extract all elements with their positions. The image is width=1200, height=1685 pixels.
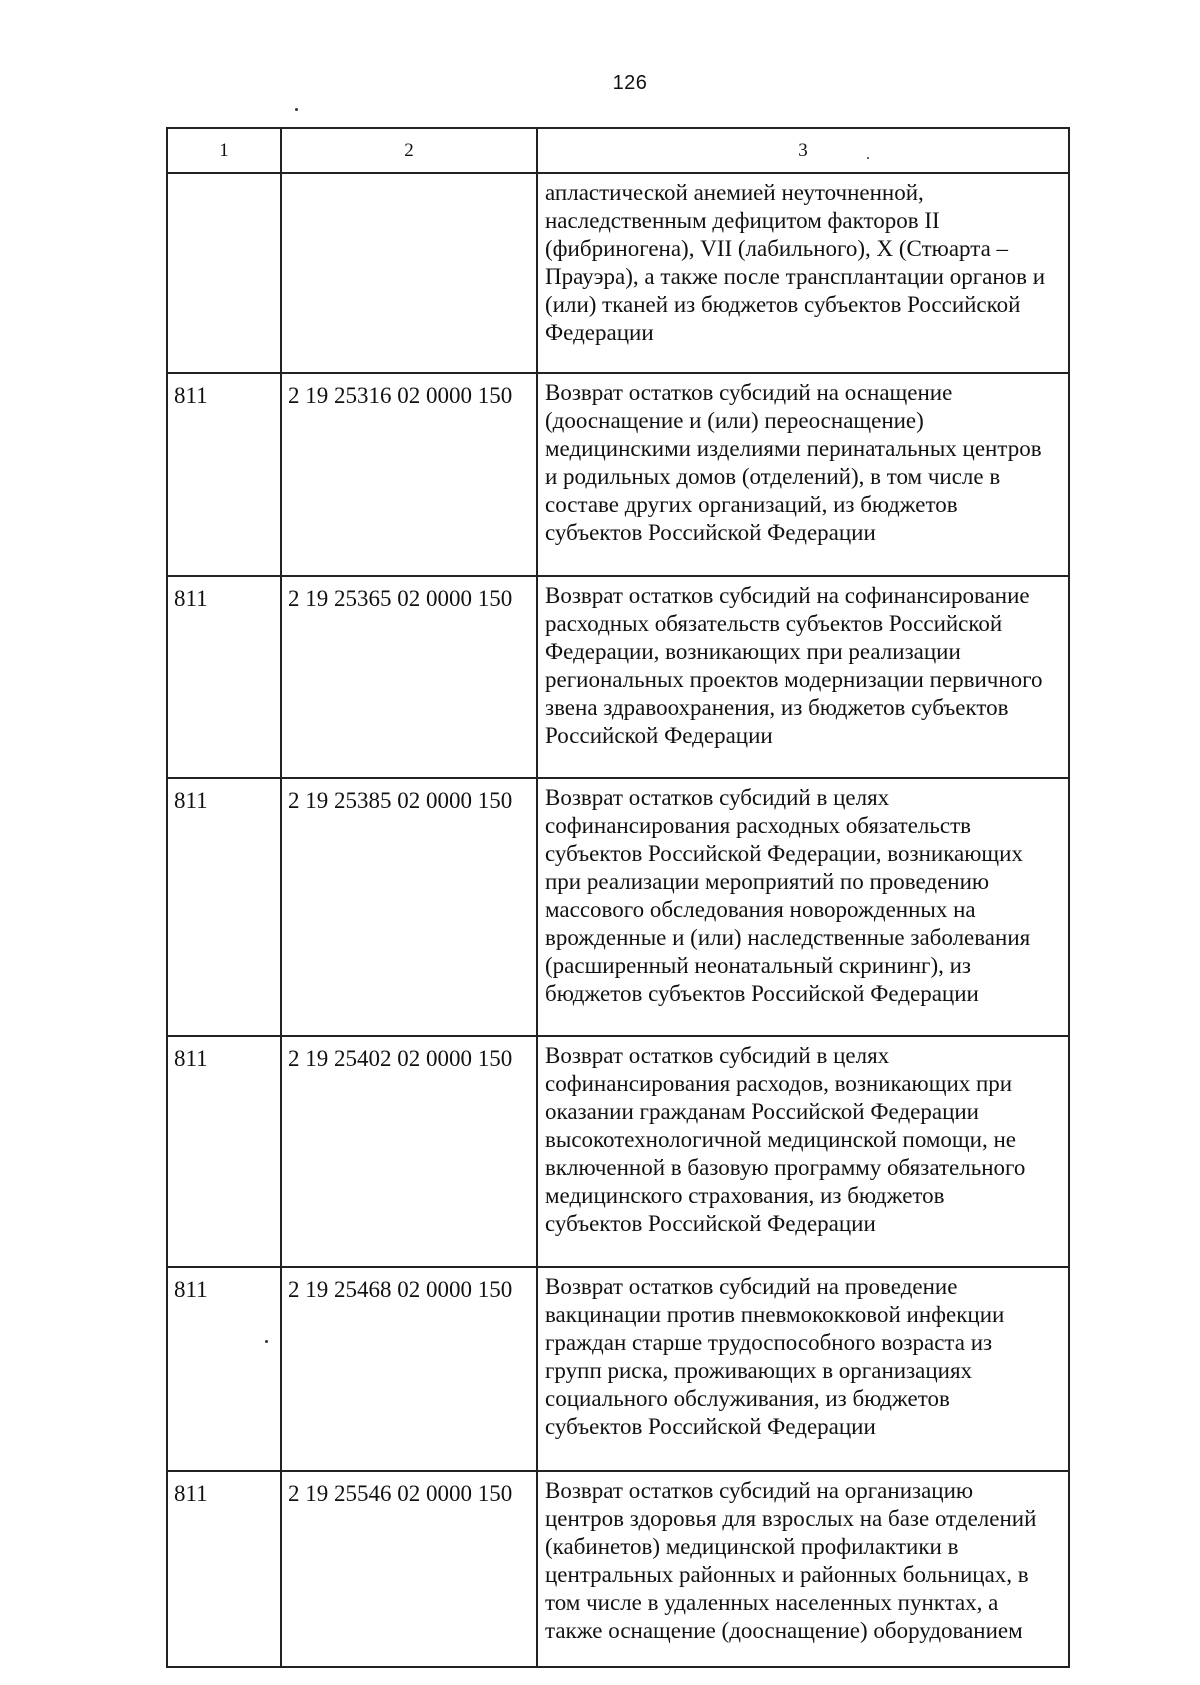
description-line: (кабинетов) медицинской профилактики в [545,1534,959,1559]
description-cell [537,373,1069,576]
budget-code-cell: 2 19 25316 02 0000 150 [281,373,537,576]
description-line: вакцинации против пневмококковой инфекции [545,1302,1005,1327]
description-line: Возврат остатков субсидий на организацию [545,1478,974,1503]
description-line: субъектов Российской Федерации, возникающих [545,841,1023,866]
description-line: социального обслуживания, из бюджетов [545,1386,950,1411]
scan-speck [295,108,298,111]
description-line: расходных обязательств субъектов Российской [545,611,1003,636]
description-line: субъектов Российской Федерации [545,1414,876,1439]
table-row [167,1471,1069,1667]
description-line: включенной в базовую программу обязательного [545,1155,1026,1180]
description-line: (дооснащение и (или) переоснащение) [545,408,924,433]
description-line: Федерации, возникающих при реализации [545,639,961,664]
description-line: Возврат остатков субсидий на оснащение [545,380,953,405]
description-cell [537,173,1069,373]
description-line: Федерации [545,320,654,345]
description-line: также оснащение (дооснащение) оборудованием [545,1618,1023,1643]
description-line: региональных проектов модернизации первичного [545,667,1043,692]
budget-code-cell [281,173,537,373]
description-line: Российской Федерации [545,723,773,748]
table-row [167,1267,1069,1471]
description-line: составе других организаций, из бюджетов [545,492,958,517]
scan-speck [265,1340,268,1343]
description-line: граждан старше трудоспособного возраста из [545,1330,993,1355]
page-number: 126 [612,72,648,94]
description-line: бюджетов субъектов Российской Федерации [545,981,979,1006]
admin-code-cell: 811 [167,1471,281,1667]
description-line: апластической анемией неуточненной, [545,180,924,205]
budget-code-cell: 2 19 25365 02 0000 150 [281,576,537,778]
budget-code-cell: 2 19 25402 02 0000 150 [281,1036,537,1267]
description-line: центральных районных и районных больницах, в [545,1562,1029,1587]
description-line: массового обследования новорожденных на [545,897,976,922]
table-row [167,778,1069,1036]
description-line: Возврат остатков субсидий в целях [545,1043,890,1068]
admin-code-cell [167,173,281,373]
admin-code-cell: 811 [167,778,281,1036]
description-line: софинансирования расходов, возникающих при [545,1071,1013,1096]
description-cell [537,778,1069,1036]
table-row [167,1036,1069,1267]
description-cell [537,1267,1069,1471]
description-line: (или) тканей из бюджетов субъектов Российской [545,292,1021,317]
column-header-1: 1 [167,128,281,173]
description-line: врожденные и (или) наследственные заболевания [545,925,1031,950]
budget-code-cell: 2 19 25385 02 0000 150 [281,778,537,1036]
admin-code-cell: 811 [167,576,281,778]
description-line: субъектов Российской Федерации [545,520,876,545]
description-line: оказании гражданам Российской Федерации [545,1099,979,1124]
description-line: софинансирования расходных обязательств [545,813,972,838]
column-header-3: 3 [537,128,1069,173]
description-line: (фибриногена), VII (лабильного), X (Стюарта – [545,236,1009,261]
description-cell [537,1036,1069,1267]
description-line: звена здравоохранения, из бюджетов субъектов [545,695,1009,720]
table-header-row [167,128,1069,173]
admin-code-cell: 811 [167,1267,281,1471]
table-row [167,576,1069,778]
description-line: Возврат остатков субсидий в целях [545,785,890,810]
description-line: (расширенный неонатальный скрининг), из [545,953,972,978]
admin-code-cell: 811 [167,1036,281,1267]
table-row-continuation [167,173,1069,373]
description-cell [537,576,1069,778]
budget-code-cell: 2 19 25546 02 0000 150 [281,1471,537,1667]
column-header-2: 2 [281,128,537,173]
description-line: медицинскими изделиями перинатальных центров [545,436,1042,461]
description-line: центров здоровья для взрослых на базе отделений [545,1506,1037,1531]
description-line: том числе в удаленных населенных пунктах, а [545,1590,999,1615]
description-cell [537,1471,1069,1667]
description-line: и родильных домов (отделений), в том числе в [545,464,1001,489]
description-line: Возврат остатков субсидий на софинансирование [545,583,1030,608]
description-line: Прауэра), а также после трансплантации органов и [545,264,1046,289]
scan-speck [867,157,869,159]
description-line: Возврат остатков субсидий на проведение [545,1274,958,1299]
budget-classification-table [166,127,1070,1668]
admin-code-cell: 811 [167,373,281,576]
description-line: медицинского страхования, из бюджетов [545,1183,945,1208]
description-line: субъектов Российской Федерации [545,1211,876,1236]
description-line: групп риска, проживающих в организациях [545,1358,973,1383]
table-row [167,373,1069,576]
description-line: при реализации мероприятий по проведению [545,869,990,894]
description-line: высокотехнологичной медицинской помощи, не [545,1127,1016,1152]
description-line: наследственным дефицитом факторов II [545,208,940,233]
budget-code-cell: 2 19 25468 02 0000 150 [281,1267,537,1471]
